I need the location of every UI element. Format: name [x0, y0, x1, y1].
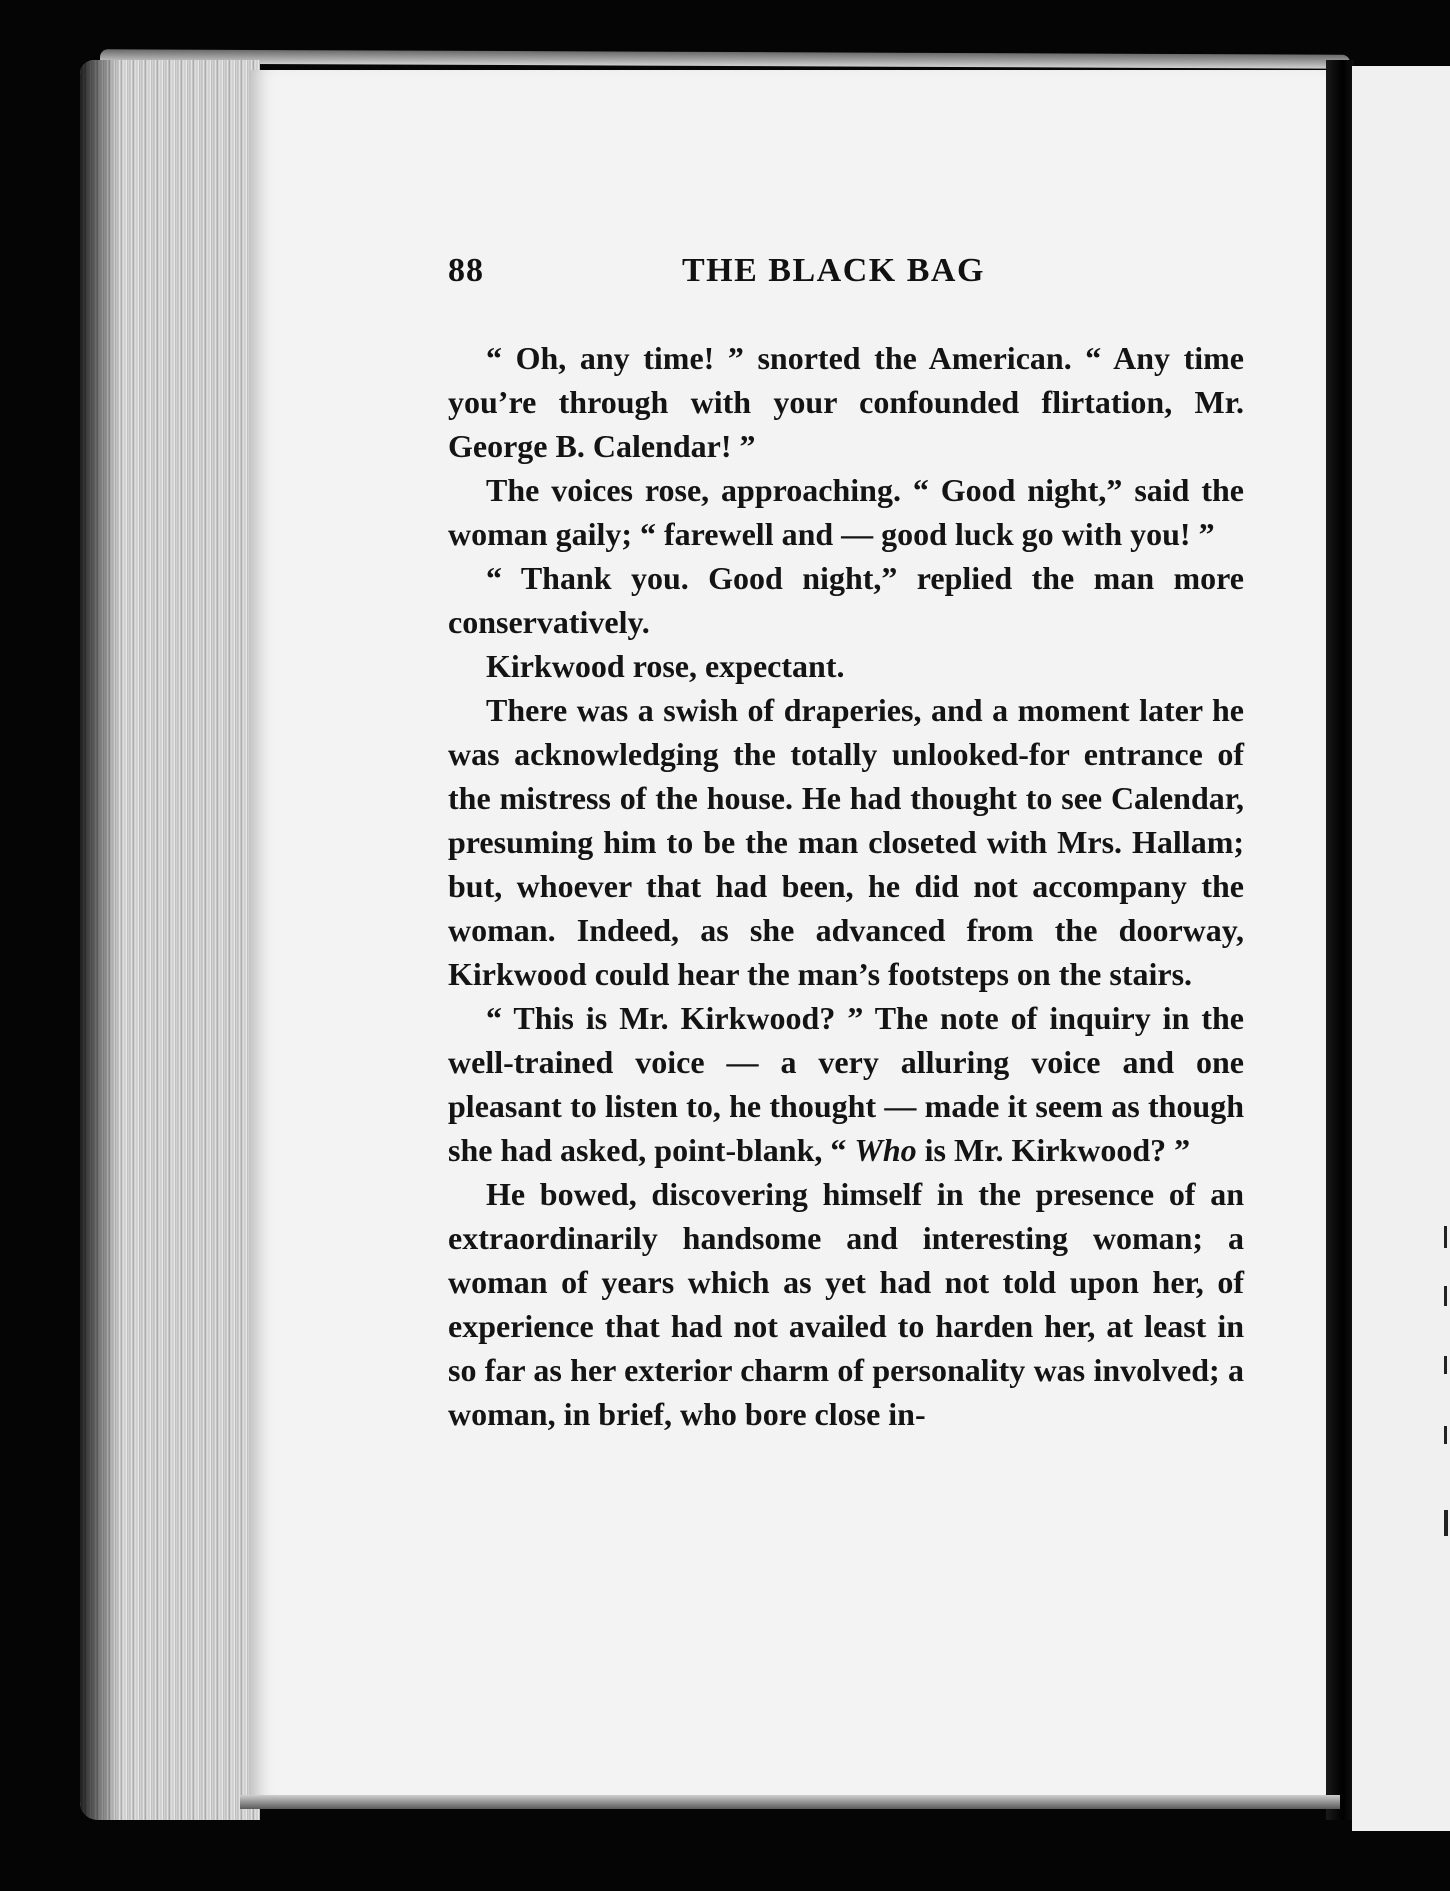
- emphasized-word: Who: [854, 1132, 917, 1168]
- running-title: THE BLACK BAG: [682, 252, 985, 289]
- body-text: [448, 336, 1244, 1436]
- paragraph: The voices rose, approaching. “ Good night,” said the woman gaily; “ farewell and — good luck go with you! ”: [448, 472, 1244, 552]
- paragraph: “ Oh, any time! ” snorted the American. “ Any time you’re through with your confounded flirtation, Mr. George B. Calendar! ”: [448, 340, 1244, 464]
- book-gutter: [1326, 60, 1354, 1820]
- paragraph-text: “ This is Mr. Kirkwood? ” The note of inquiry in the well-trained voice — a very alluring voice and one pleasant to listen to, he thought — made it seem as though she had asked, point-blank, “: [448, 1000, 1244, 1168]
- paragraph: Kirkwood rose, expectant.: [486, 648, 845, 684]
- page-bottom-edge: [240, 1795, 1340, 1809]
- facing-page-mark: [1444, 1510, 1448, 1536]
- page-stack-shadow: [80, 60, 120, 1820]
- paragraph: He bowed, discovering himself in the presence of an extraordinarily handsome and interesting woman; a woman of years which as yet had not told upon her, of experience that had not availed to harden her, at least in so far as her exterior charm of personality was involved; a woman, in brief, who bore close in-: [448, 1176, 1244, 1432]
- facing-page-mark: [1444, 1286, 1447, 1306]
- paragraph: “ Thank you. Good night,” replied the man more conservatively.: [448, 560, 1244, 640]
- facing-page-mark: [1444, 1226, 1447, 1248]
- facing-page-mark: [1444, 1356, 1447, 1374]
- page-stack-top-edge: [100, 49, 1350, 68]
- page-header: [448, 252, 1248, 302]
- page-number: 88: [448, 252, 484, 289]
- facing-page-edge: [1352, 66, 1450, 1831]
- paragraph: [448, 996, 1244, 1172]
- paragraph-text: is Mr. Kirkwood? ”: [916, 1132, 1191, 1168]
- paragraph: There was a swish of draperies, and a moment later he was acknowledging the totally unlooked-for entrance of the mistress of the house. He had thought to see Calendar, presuming him to be the man closeted with Mrs. Hallam; but, whoever that had been, he did not accompany the woman. Indeed, as she advanced from the doorway, Kirkwood could hear the man’s footsteps on the stairs.: [448, 692, 1244, 992]
- facing-page-mark: [1444, 1426, 1447, 1444]
